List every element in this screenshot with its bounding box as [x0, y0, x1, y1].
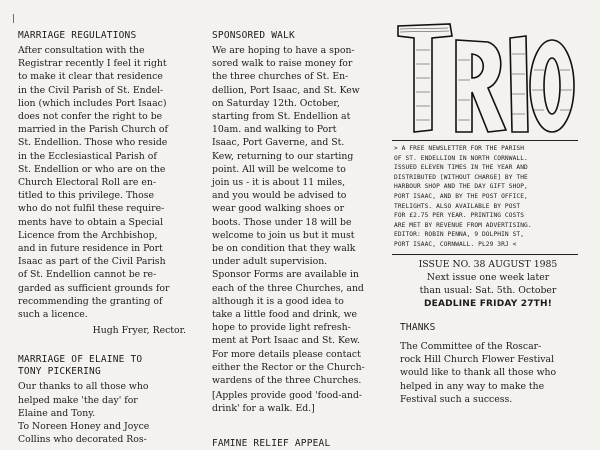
trio-logo [392, 20, 580, 138]
marriage-regulations-body: After consultation with the Registrar recently I feel it right to make it clear that residence in the Civil Parish of St. Endel- lion (which includes Port Isaac) does not confer the right to be married in the Parish Church of St. Endellion. Those who reside in the Ecclesiastical Parish of St. Endellion or who are on the Church Electoral Roll are en- titled to this privilege. Those who do not fulfil these require- ments have to obtain a Special Licence from the Archbishop, and in future residence in Port Isaac as part of the Civil Parish of St. Endellion cannot be re- garded as sufficient grounds for recommending the granting of such a licence. [18, 45, 170, 321]
newsletter-intro: > A FREE NEWSLETTER FOR THE PARISH OF ST. ENDELLION IN NORTH CORNWALL. ISSUED ELEVEN TIMES IN THE YEAR AND DISTRIBUTED [WITHOUT CHARGE] BY THE HARBOUR SHOP AND THE DAY GIFT SHOP, PORT ISAAC, AND BY THE POST OFFICE, TRELIGHTS. ALSO AVAILABLE BY POST FOR £2.75 PER YEAR. PRINTING COSTS ARE MET BY REVENUE FROM ADVERTISING. EDITOR: ROBIN PENNA, 9 DOLPHIN ST, PORT ISAAC, CORNWALL. PL29 3RJ < [394, 145, 532, 248]
marriage-regulations-heading: MARRIAGE REGULATIONS [18, 30, 137, 41]
issue-number: ISSUE NO. 38 AUGUST 1985 [418, 259, 558, 270]
thanks-heading: THANKS [400, 322, 436, 333]
sponsored-walk-body: We are hoping to have a spon- sored walk to raise money for the three churches of St. En- dellion, Port Isaac, and St. Kew on Saturday 12th. October, starting from St. Endellion at 10am. and walking to Port Isaac, Port Gaverne, and St. Kew, returning to our starting point. All will be welcome to join us - it is about 11 miles, and you would be advised to wear good walking shoes or boots. Those under 18 will be welcome to join us but it must be on condition that they walk under adult supervision. Sponsor Forms are available in each of the three Churches, and although it is a good idea to take a little food and drink, we hope to provide light refresh- ment at Port Isaac and St. Kew. For more details please contact either the Rector or the Church- wardens of the three Churches. [212, 45, 365, 387]
deadline: DEADLINE FRIDAY 27TH! [423, 298, 553, 309]
marriage-elaine-heading-line1: MARRIAGE OF ELAINE TO [18, 354, 143, 366]
left-column [18, 0, 204, 446]
middle-column [212, 0, 384, 450]
thanks-section [400, 322, 586, 406]
marriage-elaine-body: Our thanks to all those who helped make 'the day' for Elaine and Tony. To Noreen Honey and Joyce Collins who decorated Ros- [18, 381, 150, 446]
editor-note: [Apples provide good 'food-and- drink' for a walk. Ed.] [212, 390, 363, 415]
next-issue-line1: Next issue one week later [426, 272, 550, 284]
intro-top-rule [392, 140, 578, 141]
thanks-body: The Committee of the Roscar- rock Hill Church Flower Festival would like to thank all those who helped in any way to make the Festival such a success. [400, 341, 557, 405]
margin-mark: | [12, 14, 16, 24]
issue-info [394, 258, 582, 311]
famine-relief-heading: FAMINE RELIEF APPEAL [212, 437, 331, 449]
sponsored-walk-heading: SPONSORED WALK [212, 30, 295, 41]
next-issue-line2: than usual: Sat. 5th. October [419, 285, 557, 297]
rector-signature: Hugh Fryer, Rector. [92, 325, 186, 337]
intro-bottom-rule [392, 254, 578, 255]
marriage-elaine-heading-line2: TONY PICKERING [18, 366, 101, 378]
